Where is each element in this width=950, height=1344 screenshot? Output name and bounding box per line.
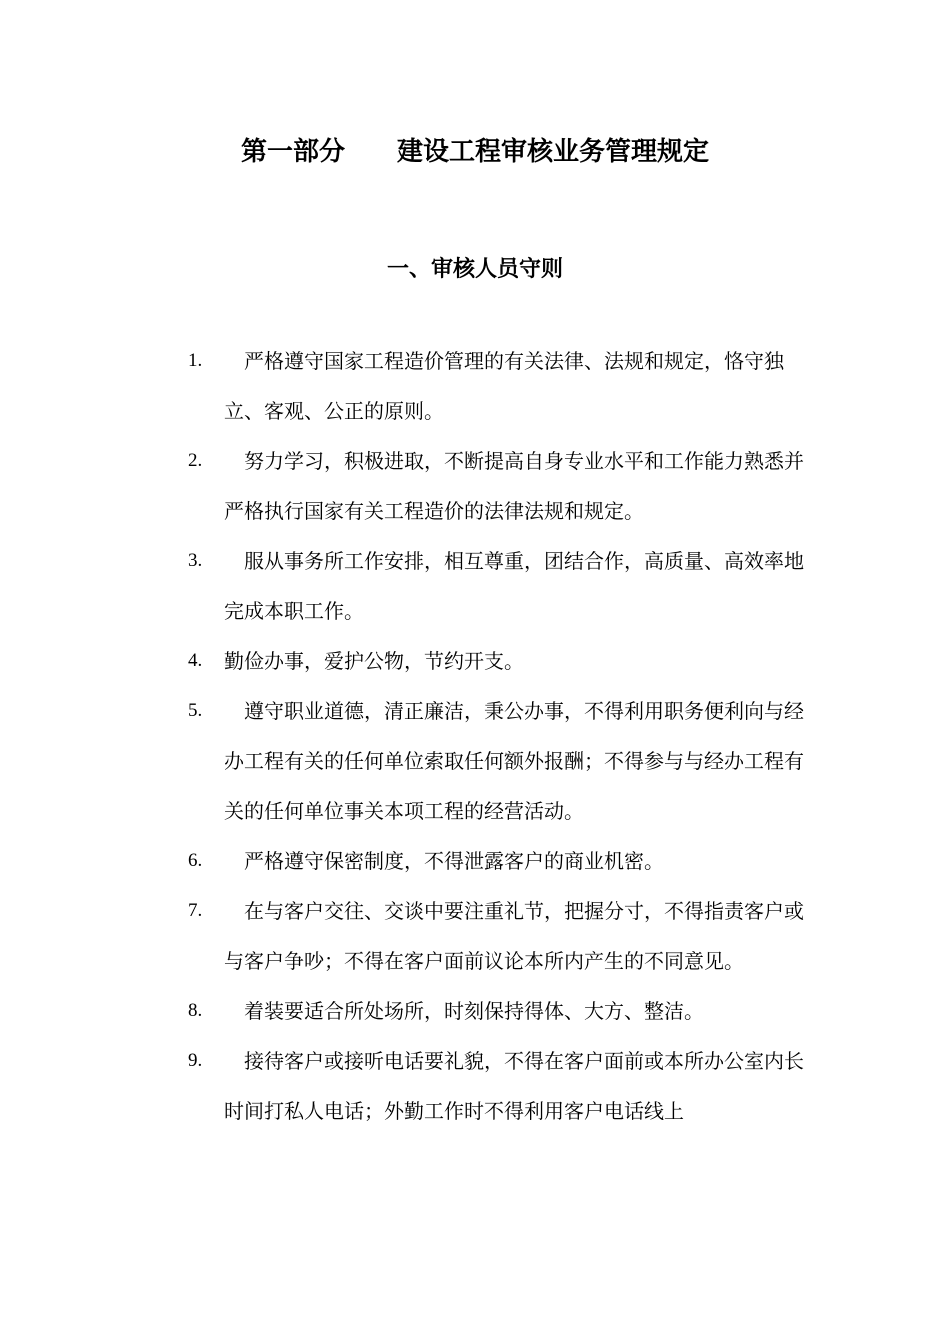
- rule-text: 服从事务所工作安排，相互尊重，团结合作，高质量、高效率地完成本职工作。: [224, 549, 804, 623]
- rule-text: 严格遵守保密制度，不得泄露客户的商业机密。: [244, 849, 664, 873]
- rule-number: 4.: [188, 650, 203, 671]
- rule-text: 遵守职业道德，清正廉洁，秉公办事，不得利用职务便利向与经办工程有关的任何单位索取任何额外报酬；不得参与与经办工程有关的任何单位事关本项工程的经营活动。: [224, 699, 804, 823]
- section-title: 一、审核人员守则: [386, 257, 563, 282]
- rule-number: 8.: [188, 1000, 203, 1021]
- rule-number: 1.: [188, 350, 203, 371]
- rules-list: [188, 336, 808, 1136]
- rule-item: [188, 886, 808, 986]
- rule-number: 6.: [188, 850, 203, 871]
- rule-text: 努力学习，积极进取，不断提高自身专业水平和工作能力熟悉并严格执行国家有关工程造价的法律法规和规定。: [224, 449, 804, 523]
- rule-text: 接待客户或接听电话要礼貌，不得在客户面前或本所办公室内长时间打私人电话；外勤工作时不得利用客户电话线上: [224, 1049, 804, 1123]
- rule-number: 5.: [188, 700, 203, 721]
- rule-item: [188, 636, 808, 686]
- rule-item: [188, 336, 808, 436]
- rule-item: [188, 1036, 808, 1136]
- rule-item: [188, 536, 808, 636]
- rule-number: 2.: [188, 450, 203, 471]
- rule-text: 在与客户交往、交谈中要注重礼节，把握分寸，不得指责客户或与客户争吵；不得在客户面前议论本所内产生的不同意见。: [224, 899, 804, 973]
- rule-number: 9.: [188, 1050, 203, 1071]
- rule-text: 着装要适合所处场所，时刻保持得体、大方、整洁。: [244, 999, 704, 1023]
- rule-item: [188, 686, 808, 836]
- rule-text: 勤俭办事，爱护公物，节约开支。: [224, 649, 524, 673]
- part-title: 第一部分 建设工程审核业务管理规定: [240, 137, 709, 167]
- rule-item: [188, 986, 808, 1036]
- rule-number: 3.: [188, 550, 203, 571]
- rule-text: 严格遵守国家工程造价管理的有关法律、法规和规定，恪守独立、客观、公正的原则。: [224, 349, 784, 423]
- rule-item: [188, 836, 808, 886]
- rule-number: 7.: [188, 900, 203, 921]
- rule-item: [188, 436, 808, 536]
